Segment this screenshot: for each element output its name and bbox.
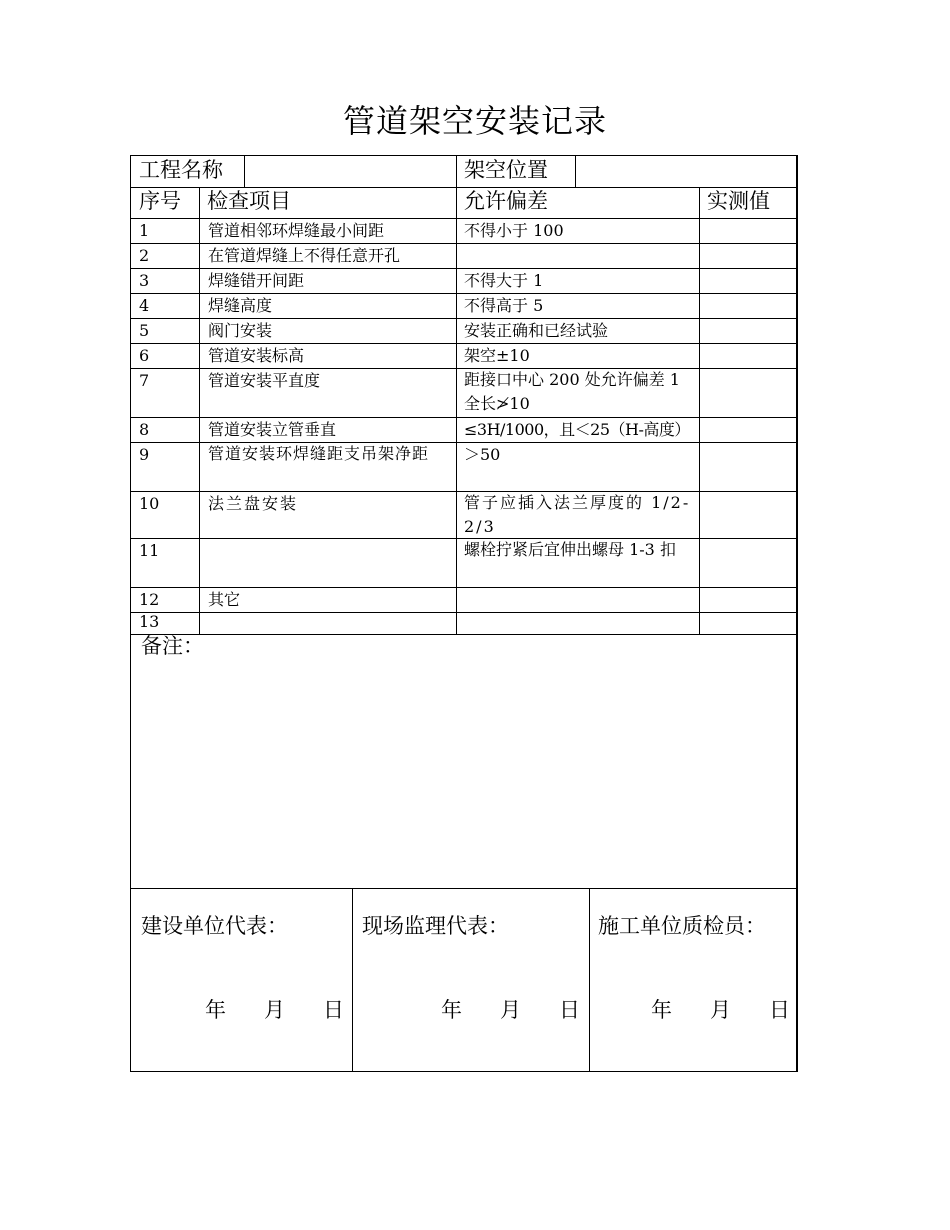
- rule: [244, 156, 245, 187]
- row-tolerance: 螺栓拧紧后宜伸出螺母 1-3 扣: [464, 540, 676, 559]
- rule: [589, 888, 590, 1071]
- column-header-tolerance: 允许偏差: [464, 189, 548, 213]
- row-no: 2: [139, 246, 150, 265]
- rule: [456, 156, 457, 187]
- owner-signature-date: [131, 994, 352, 1024]
- position-label: 架空位置: [464, 158, 548, 182]
- rule: [131, 612, 797, 613]
- date-month: 月: [710, 998, 731, 1022]
- row-no: 8: [139, 420, 150, 439]
- rule: [575, 156, 576, 187]
- rule: [199, 187, 200, 634]
- row-item: 管道安装平直度: [208, 371, 321, 390]
- row-no: 6: [139, 346, 150, 365]
- column-header-item: 检查项目: [207, 189, 291, 213]
- rule: [131, 888, 797, 889]
- row-item: 焊缝错开间距: [208, 271, 305, 290]
- date-day: 日: [559, 998, 580, 1022]
- date-year: 年: [651, 998, 672, 1022]
- rule: [131, 634, 797, 635]
- contractor-signature-date: [589, 994, 797, 1024]
- row-item: 其它: [208, 590, 241, 609]
- inspection-form: [130, 155, 798, 1072]
- row-no: 5: [139, 321, 150, 340]
- supervisor-signature-label: 现场监理代表：: [362, 914, 509, 938]
- row-no: 1: [139, 221, 150, 240]
- remarks-label: 备注：: [141, 634, 204, 658]
- column-header-measured: 实测值: [707, 189, 770, 213]
- row-tolerance: 不得高于 5: [464, 296, 544, 315]
- contractor-signature-label: 施工单位质检员：: [598, 914, 766, 938]
- row-tolerance: 距接口中心 200 处允许偏差 1 全长≯10: [464, 370, 680, 413]
- row-no: 12: [139, 590, 160, 609]
- row-no: 3: [139, 271, 150, 290]
- row-item: 阀门安装: [208, 321, 273, 340]
- row-no: 11: [139, 541, 160, 560]
- row-tolerance: 管子应插入法兰厚度的 1/2-2/3: [464, 493, 691, 536]
- date-day: 日: [769, 998, 790, 1022]
- project-name-label: 工程名称: [139, 158, 223, 182]
- row-item: 在管道焊缝上不得任意开孔: [208, 246, 401, 265]
- row-no: 10: [139, 494, 160, 513]
- rule: [352, 888, 353, 1071]
- supervisor-signature-date: [352, 994, 589, 1024]
- row-item: 管道安装立管垂直: [208, 420, 337, 439]
- row-no: 13: [139, 612, 160, 631]
- row-tolerance: 架空±10: [464, 346, 530, 365]
- row-tolerance: 不得小于 100: [464, 221, 564, 240]
- rule: [699, 187, 700, 634]
- date-year: 年: [205, 998, 226, 1022]
- row-tolerance: 安装正确和已经试验: [464, 321, 609, 340]
- owner-signature-label: 建设单位代表：: [141, 914, 288, 938]
- row-no: 9: [139, 445, 150, 464]
- date-year: 年: [441, 998, 462, 1022]
- page-title: 管道架空安装记录: [342, 102, 607, 140]
- date-month: 月: [500, 998, 521, 1022]
- row-tolerance: 不得大于 1: [464, 271, 544, 290]
- row-no: 4: [139, 296, 150, 315]
- row-tolerance: ≤3H/1000，且＜25（H-高度）: [464, 420, 690, 439]
- date-month: 月: [264, 998, 285, 1022]
- row-no: 7: [139, 371, 150, 390]
- row-item: 管道相邻环焊缝最小间距: [208, 221, 385, 240]
- column-header-no: 序号: [139, 189, 181, 213]
- row-item: 管道安装环焊缝距支吊架净距: [208, 444, 430, 463]
- date-day: 日: [323, 998, 344, 1022]
- rule: [456, 187, 457, 634]
- row-item: 法兰盘安装: [208, 494, 299, 513]
- row-tolerance: ＞50: [464, 445, 501, 464]
- row-item: 焊缝高度: [208, 296, 273, 315]
- row-item: 管道安装标高: [208, 346, 305, 365]
